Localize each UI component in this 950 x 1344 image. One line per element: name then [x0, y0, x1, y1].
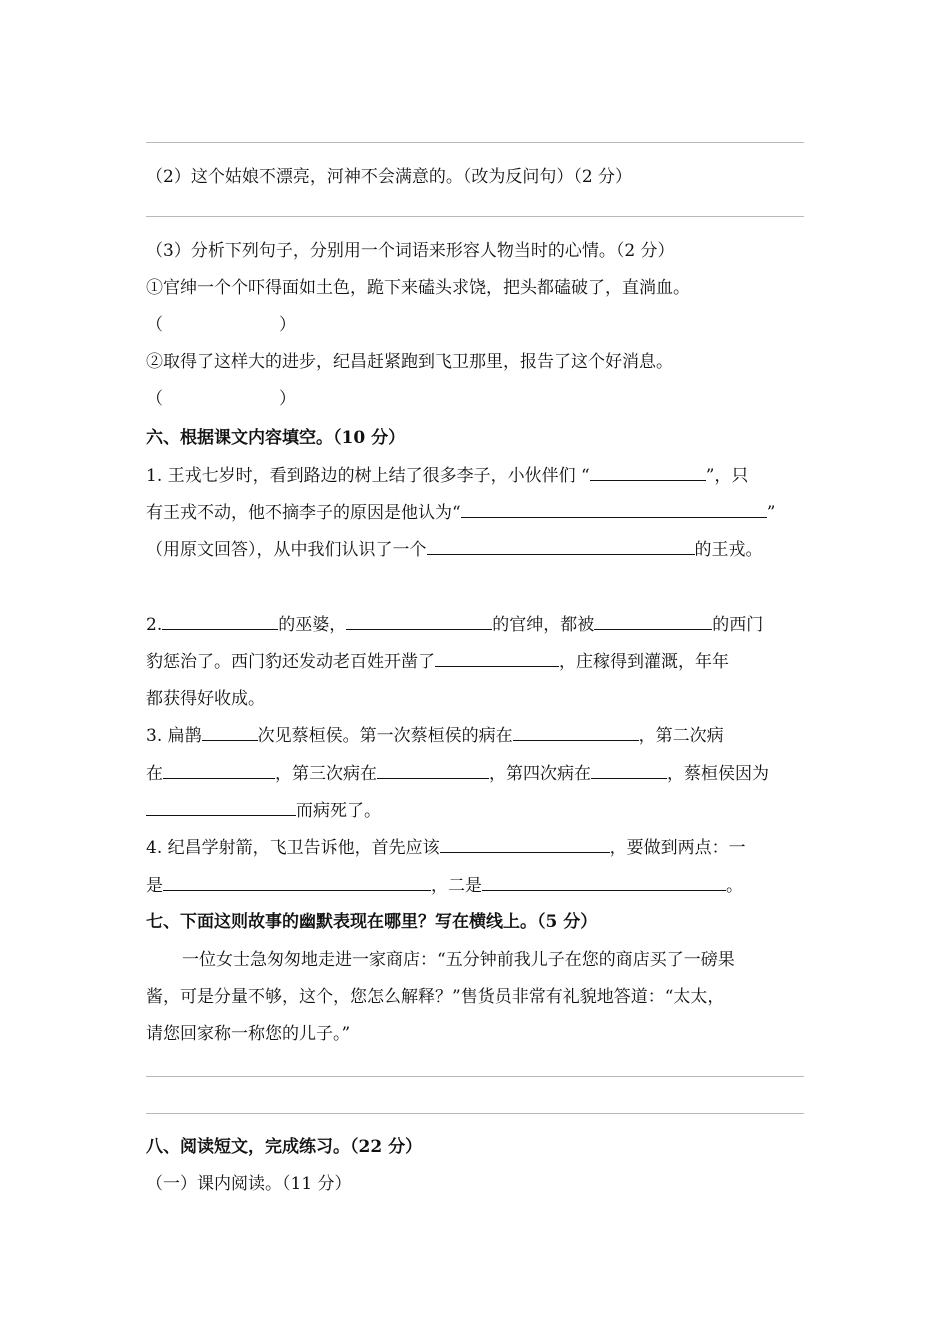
blank[interactable]: [513, 722, 639, 741]
text: 豹惩治了。西门豹还发动老百姓开凿了: [146, 652, 435, 672]
text: 的官绅，都被: [492, 615, 595, 635]
text: 3. 扁鹊: [146, 726, 202, 746]
blank[interactable]: [590, 462, 706, 481]
answer-line[interactable]: [146, 1113, 804, 1114]
text: ，第二次病: [638, 726, 724, 746]
story-line-2: 酱，可是分量不够，这个，您怎么解释？”售货员非常有礼貌地答道：“太太，: [146, 987, 725, 1007]
paren-close: ）: [279, 389, 296, 409]
answer-parens-2[interactable]: [146, 384, 296, 409]
text: 有王戎不动，他不摘李子的原因是他认为“: [146, 503, 461, 523]
blank[interactable]: [427, 536, 695, 555]
section-8-heading: 八、阅读短文，完成练习。（22 分）: [146, 1137, 423, 1157]
blank[interactable]: [591, 760, 667, 779]
text: 在: [146, 764, 163, 784]
text: ”，只: [705, 466, 749, 486]
text: ，二是: [431, 876, 482, 896]
text: 1. 王戎七岁时，看到路边的树上结了很多李子，小伙伴们 “: [146, 466, 590, 486]
fill-2-line-1: [146, 610, 763, 635]
blank[interactable]: [461, 499, 767, 518]
text: ，第四次病在: [489, 764, 591, 784]
paren-open: （: [146, 389, 163, 409]
story-line-3: 请您回家称一称您的儿子。”: [146, 1024, 351, 1044]
section-6-heading: 六、根据课文内容填空。（10 分）: [146, 428, 406, 448]
answer-line[interactable]: [146, 216, 804, 217]
blank[interactable]: [162, 611, 278, 630]
section-7-heading: 七、下面这则故事的幽默表现在哪里？写在横线上。（5 分）: [146, 912, 598, 932]
blank[interactable]: [594, 611, 712, 630]
fill-3-line-3: [146, 796, 381, 821]
fill-1-line-3: [146, 535, 763, 560]
fill-2-line-2: [146, 647, 729, 672]
text: （用原文回答），从中我们认识了一个: [146, 540, 427, 560]
text: 的王戎。: [694, 540, 763, 560]
fill-2-line-3: 都获得好收成。: [146, 689, 265, 709]
blank[interactable]: [440, 834, 610, 853]
blank[interactable]: [146, 797, 296, 816]
answer-parens-1[interactable]: [146, 310, 296, 335]
blank[interactable]: [346, 611, 492, 630]
answer-line[interactable]: [146, 1076, 804, 1077]
fill-1-line-1: [146, 461, 748, 486]
text: ，蔡桓侯因为: [667, 764, 769, 784]
blank[interactable]: [482, 872, 726, 891]
fill-3-line-1: [146, 721, 724, 746]
fill-4-line-2: [146, 871, 743, 896]
text: 的巫婆，: [278, 615, 347, 635]
text: 而病死了。: [296, 801, 381, 821]
text: 的西门: [712, 615, 764, 635]
sentence-1: ①官绅一个个吓得面如土色，跪下来磕头求饶，把头都磕破了，直淌血。: [146, 278, 690, 298]
blank[interactable]: [202, 722, 258, 741]
text: ，第三次病在: [275, 764, 377, 784]
blank[interactable]: [163, 760, 275, 779]
text: ，要做到两点：一: [609, 838, 746, 858]
paren-open: （: [146, 315, 163, 335]
question-5-2: （2）这个姑娘不漂亮，河神不会满意的。（改为反问句）（2 分）: [146, 167, 633, 187]
text: 2.: [146, 615, 163, 635]
text: 。: [726, 876, 743, 896]
question-5-3: （3）分析下列句子，分别用一个词语来形容人物当时的心情。（2 分）: [146, 241, 675, 261]
subsection-heading: （一）课内阅读。（11 分）: [146, 1174, 352, 1194]
story-line-1: 一位女士急匆匆地走进一家商店：“五分钟前我儿子在您的商店买了一磅果: [182, 950, 735, 970]
text: 次见蔡桓侯。第一次蔡桓侯的病在: [257, 726, 513, 746]
text: ，庄稼得到灌溉，年年: [559, 652, 729, 672]
sentence-2: ②取得了这样大的进步，纪昌赶紧跑到飞卫那里，报告了这个好消息。: [146, 352, 673, 372]
blank[interactable]: [377, 760, 489, 779]
text: 是: [146, 876, 163, 896]
fill-4-line-1: [146, 833, 746, 858]
text: ”: [766, 503, 776, 523]
answer-line[interactable]: [146, 142, 804, 143]
fill-1-line-2: [146, 498, 775, 523]
paren-close: ）: [279, 315, 296, 335]
text: 4. 纪昌学射箭，飞卫告诉他，首先应该: [146, 838, 440, 858]
blank[interactable]: [163, 872, 431, 891]
fill-3-line-2: [146, 759, 769, 784]
blank[interactable]: [435, 648, 559, 667]
